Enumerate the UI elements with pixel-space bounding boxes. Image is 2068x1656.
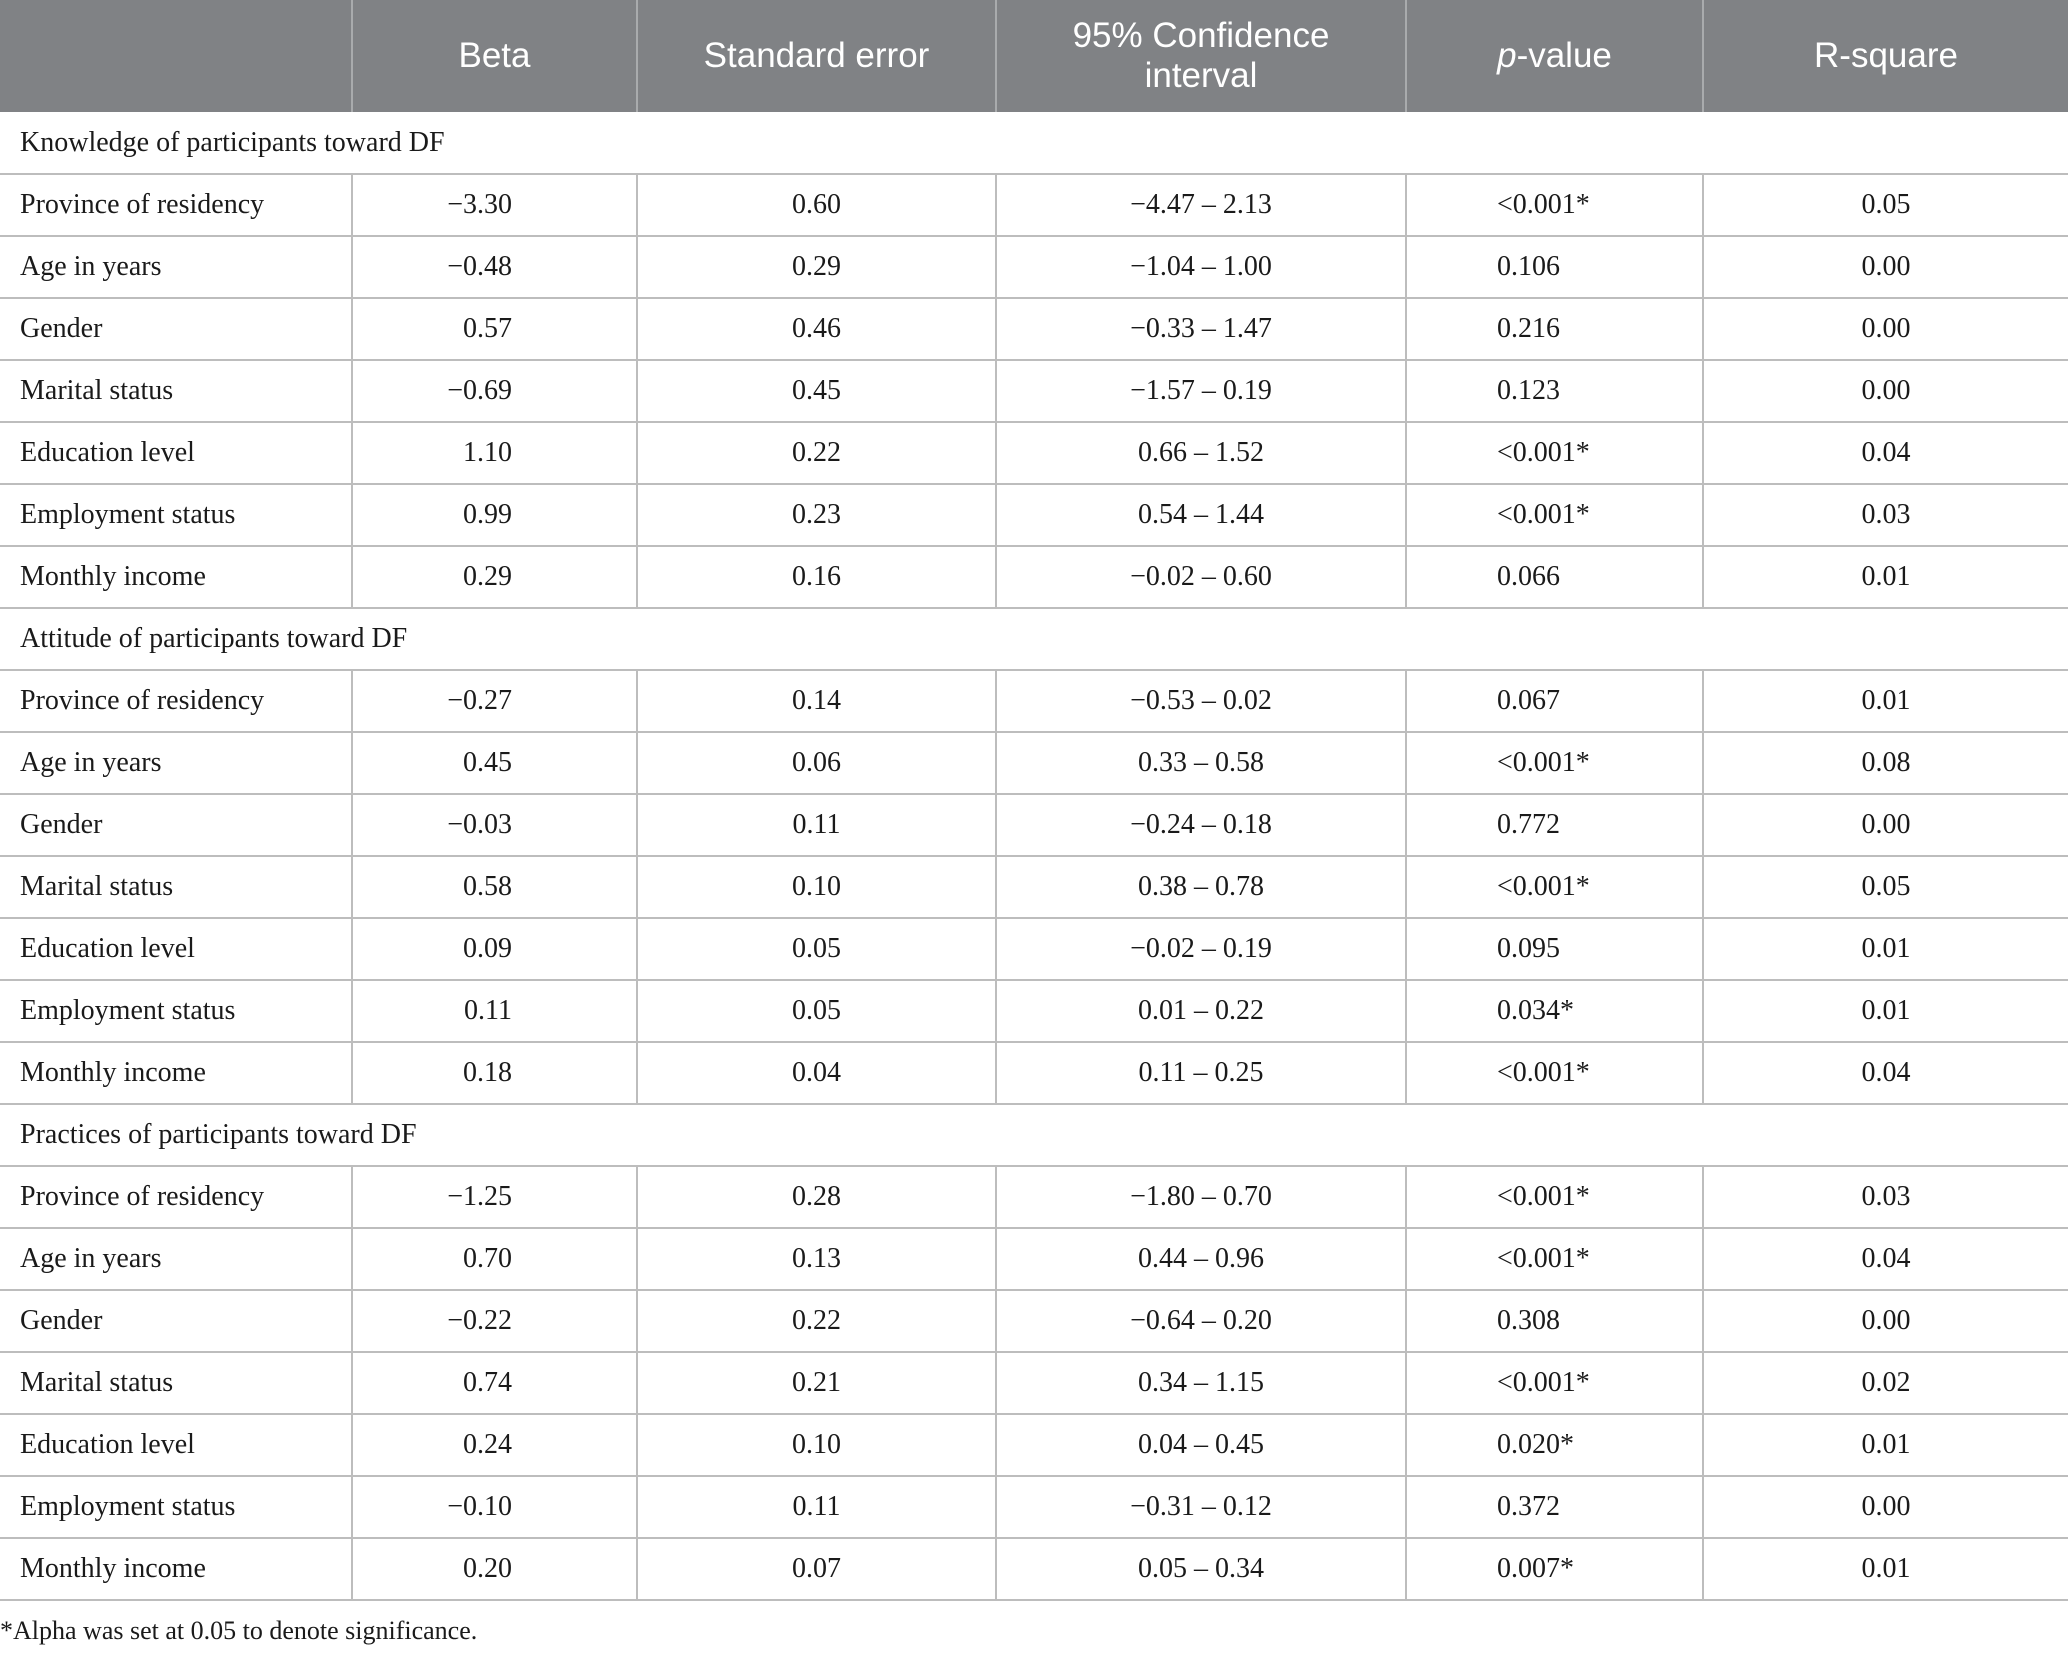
cell-p-value: <0.001* [1406, 732, 1703, 794]
cell-standard-error: 0.46 [637, 298, 996, 360]
cell-confidence-interval: −1.80 – 0.70 [996, 1166, 1406, 1228]
cell-variable: Employment status [0, 980, 352, 1042]
cell-r-square: 0.01 [1703, 1538, 2068, 1600]
header-beta: Beta [352, 0, 637, 112]
cell-variable: Monthly income [0, 1042, 352, 1104]
table-row [0, 174, 2068, 236]
cell-confidence-interval: 0.66 – 1.52 [996, 422, 1406, 484]
cell-confidence-interval: −0.31 – 0.12 [996, 1476, 1406, 1538]
cell-standard-error: 0.13 [637, 1228, 996, 1290]
cell-beta: 0.20 [352, 1538, 637, 1600]
cell-standard-error: 0.23 [637, 484, 996, 546]
cell-standard-error: 0.29 [637, 236, 996, 298]
table-row [0, 1228, 2068, 1290]
cell-p-value: <0.001* [1406, 174, 1703, 236]
cell-standard-error: 0.21 [637, 1352, 996, 1414]
cell-p-value: 0.772 [1406, 794, 1703, 856]
cell-beta: −3.30 [352, 174, 637, 236]
table-row [0, 484, 2068, 546]
cell-r-square: 0.00 [1703, 794, 2068, 856]
cell-standard-error: 0.07 [637, 1538, 996, 1600]
section-title: Practices of participants toward DF [0, 1104, 2068, 1166]
cell-r-square: 0.00 [1703, 1290, 2068, 1352]
cell-r-square: 0.03 [1703, 1166, 2068, 1228]
cell-variable: Age in years [0, 732, 352, 794]
cell-beta: −1.25 [352, 1166, 637, 1228]
cell-standard-error: 0.16 [637, 546, 996, 608]
table-row [0, 546, 2068, 608]
cell-variable: Monthly income [0, 546, 352, 608]
cell-variable: Age in years [0, 1228, 352, 1290]
cell-standard-error: 0.60 [637, 174, 996, 236]
table-row [0, 1352, 2068, 1414]
table-row [0, 236, 2068, 298]
cell-beta: 1.10 [352, 422, 637, 484]
cell-standard-error: 0.22 [637, 422, 996, 484]
header-ci-line2: interval [1144, 56, 1258, 95]
cell-variable: Marital status [0, 360, 352, 422]
cell-standard-error: 0.28 [637, 1166, 996, 1228]
table-row [0, 856, 2068, 918]
cell-confidence-interval: 0.01 – 0.22 [996, 980, 1406, 1042]
cell-variable: Education level [0, 918, 352, 980]
cell-r-square: 0.02 [1703, 1352, 2068, 1414]
cell-standard-error: 0.11 [637, 794, 996, 856]
cell-confidence-interval: −0.02 – 0.60 [996, 546, 1406, 608]
cell-variable: Age in years [0, 236, 352, 298]
cell-variable: Marital status [0, 856, 352, 918]
cell-variable: Monthly income [0, 1538, 352, 1600]
cell-p-value: 0.020* [1406, 1414, 1703, 1476]
cell-standard-error: 0.22 [637, 1290, 996, 1352]
cell-variable: Education level [0, 1414, 352, 1476]
cell-r-square: 0.00 [1703, 1476, 2068, 1538]
cell-beta: −0.69 [352, 360, 637, 422]
cell-variable: Province of residency [0, 1166, 352, 1228]
cell-standard-error: 0.06 [637, 732, 996, 794]
header-variable [0, 0, 352, 112]
cell-variable: Employment status [0, 484, 352, 546]
cell-confidence-interval: 0.44 – 0.96 [996, 1228, 1406, 1290]
section-header-row [0, 1104, 2068, 1166]
cell-beta: 0.09 [352, 918, 637, 980]
cell-r-square: 0.01 [1703, 670, 2068, 732]
cell-standard-error: 0.10 [637, 856, 996, 918]
header-p-rest: -value [1516, 36, 1612, 75]
cell-beta: 0.29 [352, 546, 637, 608]
table-row [0, 1042, 2068, 1104]
cell-p-value: <0.001* [1406, 856, 1703, 918]
cell-confidence-interval: −4.47 – 2.13 [996, 174, 1406, 236]
header-ci-line1: 95% Confidence [1072, 16, 1330, 55]
table-row [0, 360, 2068, 422]
section-header-row [0, 112, 2068, 174]
cell-r-square: 0.01 [1703, 918, 2068, 980]
cell-beta: 0.58 [352, 856, 637, 918]
header-p-value [1406, 0, 1703, 112]
cell-r-square: 0.00 [1703, 236, 2068, 298]
cell-beta: −0.03 [352, 794, 637, 856]
table-body [0, 112, 2068, 1600]
cell-standard-error: 0.05 [637, 980, 996, 1042]
cell-r-square: 0.01 [1703, 546, 2068, 608]
cell-p-value: <0.001* [1406, 1352, 1703, 1414]
table-row [0, 1290, 2068, 1352]
cell-r-square: 0.04 [1703, 422, 2068, 484]
cell-confidence-interval: 0.05 – 0.34 [996, 1538, 1406, 1600]
cell-p-value: <0.001* [1406, 1228, 1703, 1290]
cell-standard-error: 0.05 [637, 918, 996, 980]
cell-r-square: 0.05 [1703, 856, 2068, 918]
cell-r-square: 0.04 [1703, 1042, 2068, 1104]
cell-p-value: 0.095 [1406, 918, 1703, 980]
table-row [0, 1414, 2068, 1476]
cell-confidence-interval: −1.57 – 0.19 [996, 360, 1406, 422]
cell-r-square: 0.00 [1703, 298, 2068, 360]
cell-confidence-interval: −0.24 – 0.18 [996, 794, 1406, 856]
cell-p-value: 0.372 [1406, 1476, 1703, 1538]
cell-p-value: <0.001* [1406, 484, 1703, 546]
cell-confidence-interval: 0.38 – 0.78 [996, 856, 1406, 918]
cell-beta: −0.10 [352, 1476, 637, 1538]
cell-confidence-interval: 0.34 – 1.15 [996, 1352, 1406, 1414]
cell-p-value: 0.106 [1406, 236, 1703, 298]
cell-r-square: 0.01 [1703, 1414, 2068, 1476]
cell-variable: Marital status [0, 1352, 352, 1414]
cell-beta: 0.18 [352, 1042, 637, 1104]
cell-confidence-interval: −1.04 – 1.00 [996, 236, 1406, 298]
cell-variable: Province of residency [0, 174, 352, 236]
cell-confidence-interval: −0.02 – 0.19 [996, 918, 1406, 980]
header-standard-error: Standard error [637, 0, 996, 112]
cell-variable: Gender [0, 298, 352, 360]
cell-r-square: 0.00 [1703, 360, 2068, 422]
cell-confidence-interval: −0.33 – 1.47 [996, 298, 1406, 360]
section-title: Knowledge of participants toward DF [0, 112, 2068, 174]
section-header-row [0, 608, 2068, 670]
cell-confidence-interval: 0.54 – 1.44 [996, 484, 1406, 546]
cell-confidence-interval: 0.04 – 0.45 [996, 1414, 1406, 1476]
header-p-italic: p [1497, 36, 1517, 75]
cell-confidence-interval: −0.64 – 0.20 [996, 1290, 1406, 1352]
cell-confidence-interval: 0.33 – 0.58 [996, 732, 1406, 794]
table-row [0, 918, 2068, 980]
cell-standard-error: 0.04 [637, 1042, 996, 1104]
cell-p-value: 0.308 [1406, 1290, 1703, 1352]
header-confidence-interval [996, 0, 1406, 112]
cell-r-square: 0.08 [1703, 732, 2068, 794]
table-row [0, 1476, 2068, 1538]
table-row [0, 794, 2068, 856]
cell-standard-error: 0.11 [637, 1476, 996, 1538]
cell-beta: 0.11 [352, 980, 637, 1042]
cell-variable: Gender [0, 794, 352, 856]
cell-p-value: <0.001* [1406, 422, 1703, 484]
cell-confidence-interval: −0.53 – 0.02 [996, 670, 1406, 732]
table-row [0, 980, 2068, 1042]
cell-p-value: 0.007* [1406, 1538, 1703, 1600]
footnote: *Alpha was set at 0.05 to denote significance. [0, 1616, 478, 1645]
cell-r-square: 0.05 [1703, 174, 2068, 236]
cell-standard-error: 0.45 [637, 360, 996, 422]
cell-beta: 0.70 [352, 1228, 637, 1290]
cell-p-value: <0.001* [1406, 1042, 1703, 1104]
cell-beta: −0.48 [352, 236, 637, 298]
header-r-square: R-square [1703, 0, 2068, 112]
cell-r-square: 0.01 [1703, 980, 2068, 1042]
table-header [0, 0, 2068, 112]
table-row [0, 298, 2068, 360]
cell-variable: Gender [0, 1290, 352, 1352]
cell-p-value: 0.067 [1406, 670, 1703, 732]
table-row [0, 1538, 2068, 1600]
table-row [0, 670, 2068, 732]
cell-variable: Employment status [0, 1476, 352, 1538]
cell-p-value: <0.001* [1406, 1166, 1703, 1228]
cell-beta: 0.57 [352, 298, 637, 360]
cell-p-value: 0.034* [1406, 980, 1703, 1042]
table-row [0, 732, 2068, 794]
section-title: Attitude of participants toward DF [0, 608, 2068, 670]
table-row [0, 422, 2068, 484]
cell-beta: 0.45 [352, 732, 637, 794]
cell-r-square: 0.04 [1703, 1228, 2068, 1290]
cell-beta: 0.74 [352, 1352, 637, 1414]
table-row [0, 1166, 2068, 1228]
cell-beta: −0.22 [352, 1290, 637, 1352]
cell-confidence-interval: 0.11 – 0.25 [996, 1042, 1406, 1104]
cell-beta: 0.24 [352, 1414, 637, 1476]
cell-p-value: 0.216 [1406, 298, 1703, 360]
cell-standard-error: 0.14 [637, 670, 996, 732]
cell-p-value: 0.066 [1406, 546, 1703, 608]
header-row [0, 0, 2068, 112]
cell-beta: 0.99 [352, 484, 637, 546]
cell-beta: −0.27 [352, 670, 637, 732]
cell-variable: Education level [0, 422, 352, 484]
cell-variable: Province of residency [0, 670, 352, 732]
cell-r-square: 0.03 [1703, 484, 2068, 546]
cell-p-value: 0.123 [1406, 360, 1703, 422]
cell-standard-error: 0.10 [637, 1414, 996, 1476]
